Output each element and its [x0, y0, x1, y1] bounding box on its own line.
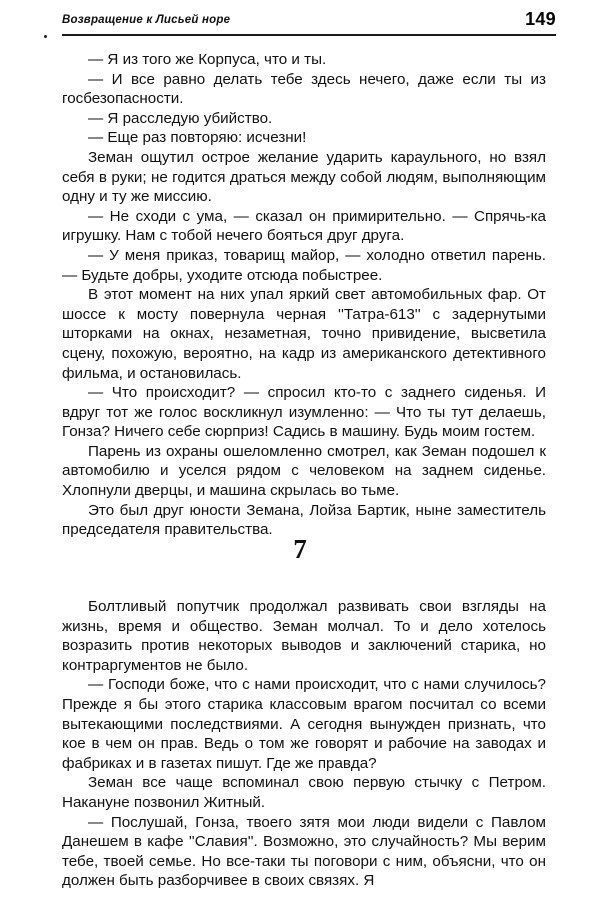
paragraph: Земан все чаще вспоминал свою первую стычку с Петром. Накануне позвонил Житный. [62, 774, 546, 811]
body-text-lower [62, 597, 546, 891]
page-header [62, 9, 556, 42]
body-text-upper [62, 50, 546, 540]
paragraph: — У меня приказ, товарищ майор, — холодно ответил парень. — Будьте добры, уходите отсюда побыстрее. [62, 246, 546, 284]
paragraph: Земан ощутил острое желание ударить караульного, но взял себя в руки; не годится драться между собой людям, выполняющим одну и ту же миссию. [62, 148, 546, 206]
paragraph: — Не сходи с ума, — сказал он примирительно. — Спрячь-ка игрушку. Нам с тобой нечего бояться друг друга. [62, 207, 546, 245]
margin-speck [44, 35, 47, 38]
paragraph: — Послушай, Гонза, твоего зятя мои люди видели с Павлом Данешем в кафе ''Славия''. Возможно, это случайность? Мы верим тебе, твоей семье. Но все-таки ты поговори с ним, объясни, что он должен быть разборчивее в своих связях. Я [62, 813, 546, 890]
page-number: 149 [525, 9, 556, 29]
header-rule [62, 34, 556, 36]
paragraph: — Еще раз повторяю: исчезни! [88, 129, 307, 147]
chapter-number: 7 [293, 534, 307, 564]
paragraph: Болтливый попутчик продолжал развивать свои взгляды на жизнь, время и общество. Земан молчал. То и дело хотелось возразить против некоторых выводов и заключений старика, но контраргументов не было. [62, 598, 546, 674]
paragraph: — И все равно делать тебе здесь нечего, даже если ты из госбезопасности. [62, 70, 546, 108]
paragraph: В этот момент на них упал яркий свет автомобильных фар. От шоссе к мосту повернула черная ''Татра-613'' с задернутыми шторками на окнах, незаметная, точно привидение, высветила сцену, похожую, вероятно, на кадр из американского детективного фильма, и остановилась. [62, 286, 546, 382]
paragraph: — Господи боже, что с нами происходит, что с нами случилось? Прежде я бы этого старика классовым врагом посчитал со всеми вытекающими последствиями. А сегодня вынужден признать, что кое в чем он прав. Ведь о том же говорят и рабочие на заводах и фабриках и в газетах пишут. Где же правда? [62, 676, 546, 772]
paragraph: Это был друг юности Земана, Лойза Бартик, ныне заместитель председателя правительства. [62, 501, 546, 539]
paragraph: Парень из охраны ошеломленно смотрел, как Земан подошел к автомобилю и уселся рядом с человеком на заднем сиденье. Хлопнули дверцы, и машина скрылась во тьме. [62, 442, 546, 500]
paragraph: — Я расследую убийство. [88, 109, 273, 127]
paragraph: — Что происходит? — спросил кто-то с заднего сиденья. И вдруг тот же голос воскликнул изумленно: — Что ты тут делаешь, Гонза? Ничего себе сюрприз! Садись в машину. Будь моим гостем. [62, 384, 546, 441]
paragraph: — Я из того же Корпуса, что и ты. [88, 51, 327, 68]
running-title: Возвращение к Лисьей норе [62, 14, 231, 26]
